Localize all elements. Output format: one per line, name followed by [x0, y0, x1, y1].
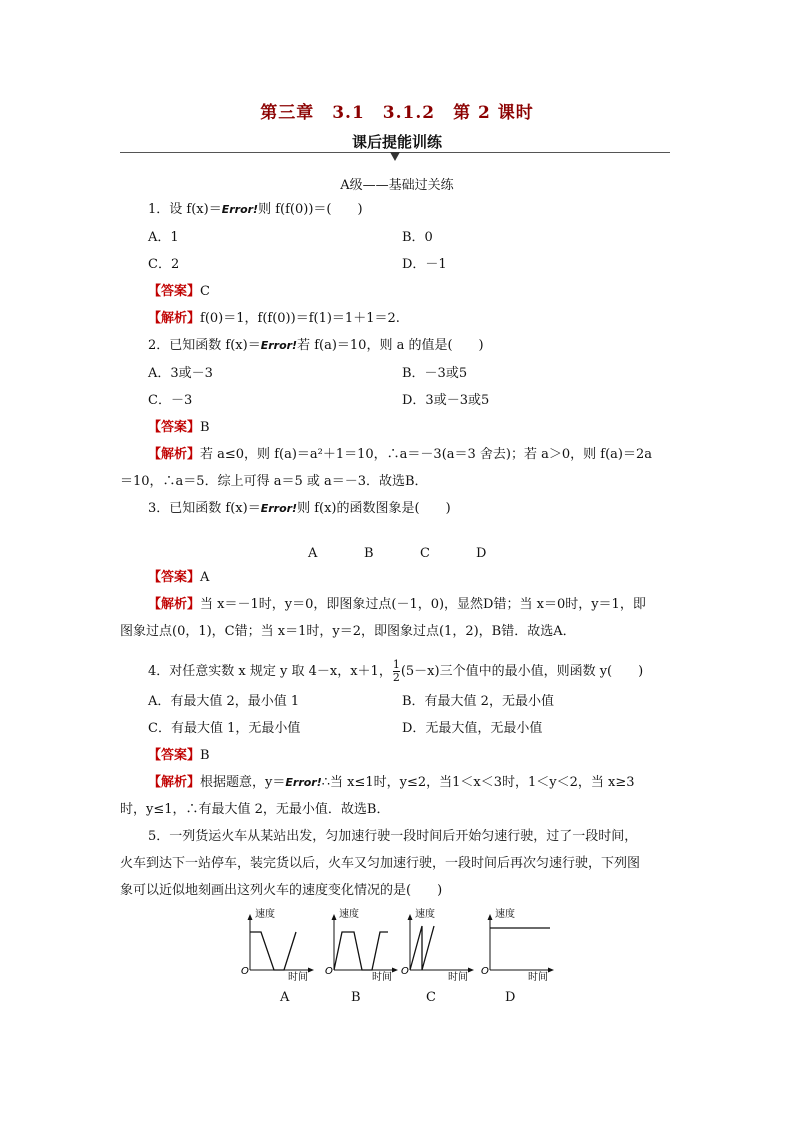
q2-stem-post: 若 f(a)＝10，则 a 的值是( )	[297, 338, 484, 353]
q3-choice-c: C	[420, 546, 430, 561]
q1-analysis	[148, 311, 400, 327]
q5-graph-b-svg	[322, 906, 404, 982]
q5-choice-b: B	[351, 990, 361, 1005]
q3-answer	[148, 570, 209, 586]
origin-label: O	[325, 966, 333, 977]
q2-error-text: Error!	[260, 339, 298, 352]
q3-stem-pre: 3．已知函数 f(x)＝	[148, 501, 261, 516]
q1-option-b: B．0	[402, 230, 433, 245]
q1-answer-value: C	[200, 284, 210, 299]
q2-option-b: B．－3或5	[402, 366, 468, 381]
q1-analysis-tag: 【解析】	[148, 311, 201, 326]
q4-analysis-tag: 【解析】	[148, 775, 201, 790]
x-axis-label: 时间	[528, 972, 548, 982]
x-axis-label: 时间	[372, 972, 392, 982]
q5-graph-d-svg	[478, 906, 560, 982]
q4-answer-tag: 【答案】	[148, 748, 201, 763]
q4-fraction-denominator: 2	[392, 671, 400, 684]
y-axis-label: 速度	[255, 909, 275, 920]
q1-answer	[148, 284, 210, 300]
q2-option-d: D．3或－3或5	[402, 393, 490, 408]
q2-analysis-tag: 【解析】	[148, 447, 201, 462]
q2-option-a: A．3或－3	[148, 366, 213, 381]
q3-analysis-line2: 图象过点(0，1)，C错；当 x＝1时，y＝2，即图象过点(1，2)，B错．故选A．	[120, 624, 576, 639]
q5-line2: 火车到达下一站停车，装完货以后，火车又匀加速行驶，一段时间后再次匀速行驶，下列图	[120, 856, 641, 871]
q2-stem-pre: 2．已知函数 f(x)＝	[148, 338, 261, 353]
q1-answer-tag: 【答案】	[148, 284, 201, 299]
page-title: 第三章 3.1 3.1.2 第 2 课时	[260, 103, 534, 123]
x-axis-label: 时间	[288, 972, 308, 982]
q3-stem-post: 则 f(x)的函数图象是( )	[297, 501, 451, 516]
x-axis-arrow-icon	[468, 968, 474, 973]
q1-option-c: C．2	[148, 257, 180, 272]
q3-analysis-text1: 当 x＝－1时，y＝0，即图象过点(－1，0)，显然D错；当 x＝0时，y＝1，即	[200, 597, 646, 612]
q4-stem-pre: 4．对任意实数 x 规定 y 取 4－x，x＋1，	[148, 664, 392, 679]
q4-fraction	[393, 659, 400, 684]
q4-stem	[148, 659, 643, 684]
q2-analysis-line1	[148, 447, 652, 463]
q1-stem-post: 则 f(f(0))＝( )	[258, 202, 363, 217]
q3-answer-value: A	[200, 570, 210, 585]
q5-graph-d	[478, 906, 560, 982]
level-heading: A级——基础过关练	[340, 178, 454, 193]
q2-answer	[148, 420, 210, 436]
origin-label: O	[241, 966, 249, 977]
q1-error-text: Error!	[221, 203, 259, 216]
y-axis-label: 速度	[339, 909, 359, 920]
q2-answer-value: B	[200, 420, 210, 435]
y-axis-arrow-icon	[248, 914, 253, 920]
q3-stem	[148, 501, 451, 517]
q5-choice-d: D	[505, 990, 516, 1005]
y-axis-arrow-icon	[488, 914, 493, 920]
q3-choice-d: D	[476, 546, 487, 561]
q5-graph-b-curve	[334, 932, 388, 970]
q5-graph-c-svg	[398, 906, 480, 982]
origin-label: O	[401, 966, 409, 977]
q3-analysis-line1	[148, 597, 646, 613]
q2-stem	[148, 338, 484, 354]
y-axis-label: 速度	[495, 909, 515, 920]
q4-answer	[148, 748, 210, 764]
q3-choice-a: A	[308, 546, 318, 561]
q2-analysis-text1: 若 a≤0，则 f(a)＝a²＋1＝10，∴a＝－3(a＝3 舍去)；若 a＞0，则 f(a)＝2a	[200, 447, 653, 462]
x-axis-label: 时间	[448, 972, 468, 982]
q3-analysis-tag: 【解析】	[148, 597, 201, 612]
q1-analysis-text: f(0)＝1，f(f(0))＝f(1)＝1＋1＝2.	[200, 311, 400, 326]
q4-analysis-pre: 根据题意，y＝	[200, 775, 286, 790]
q5-graph-c-curve	[410, 926, 434, 970]
divider-arrow-icon	[390, 152, 400, 161]
y-axis-arrow-icon	[332, 914, 337, 920]
q4-fraction-numerator: 1	[392, 658, 400, 671]
q5-choice-a: A	[280, 990, 290, 1005]
q3-choice-b: B	[364, 546, 374, 561]
q1-stem-pre: 1．设 f(x)＝	[148, 202, 222, 217]
q4-option-d: D．无最大值，无最小值	[402, 721, 543, 736]
q2-option-c: C．－3	[148, 393, 193, 408]
q3-answer-tag: 【答案】	[148, 570, 201, 585]
q4-analysis-post: ∴当 x≤1时，y≤2，当1＜x＜3时，1＜y＜2，当 x≥3	[321, 775, 635, 790]
y-axis-label: 速度	[415, 909, 435, 920]
q4-option-a: A．有最大值 2，最小值 1	[148, 694, 300, 709]
q1-option-d: D．－1	[402, 257, 447, 272]
q2-answer-tag: 【答案】	[148, 420, 201, 435]
q5-graph-a-curve	[250, 932, 296, 970]
q4-analysis-line1	[148, 775, 635, 791]
q1-option-a: A．1	[148, 230, 179, 245]
q4-stem-post: (5－x)三个值中的最小值，则函数 y( )	[400, 664, 644, 679]
q5-graph-a	[238, 906, 320, 982]
q2-analysis-line2: ＝10，∴a＝5．综上可得 a＝5 或 a＝－3．故选B．	[120, 474, 428, 489]
q5-graph-a-svg	[238, 906, 320, 982]
q5-graph-b	[322, 906, 404, 982]
q4-option-b: B．有最大值 2，无最小值	[402, 694, 554, 709]
page-subtitle: 课后提能训练	[351, 133, 442, 151]
origin-label: O	[481, 966, 489, 977]
q5-line3: 象可以近似地刻画出这列火车的速度变化情况的是( )	[120, 883, 443, 898]
y-axis-arrow-icon	[408, 914, 413, 920]
q5-choice-c: C	[426, 990, 436, 1005]
q4-answer-value: B	[200, 748, 210, 763]
q4-analysis-line2: 时，y≤1，∴有最大值 2，无最小值．故选B．	[120, 802, 390, 817]
x-axis-arrow-icon	[548, 968, 554, 973]
q5-graph-c	[398, 906, 480, 982]
q5-line1: 5．一列货运火车从某站出发，匀加速行驶一段时间后开始匀速行驶，过了一段时间，	[148, 829, 638, 844]
x-axis-arrow-icon	[308, 968, 314, 973]
q3-error-text: Error!	[260, 502, 298, 515]
q4-option-c: C．有最大值 1，无最小值	[148, 721, 301, 736]
q1-stem	[148, 202, 363, 218]
q4-error-text: Error!	[285, 776, 322, 789]
